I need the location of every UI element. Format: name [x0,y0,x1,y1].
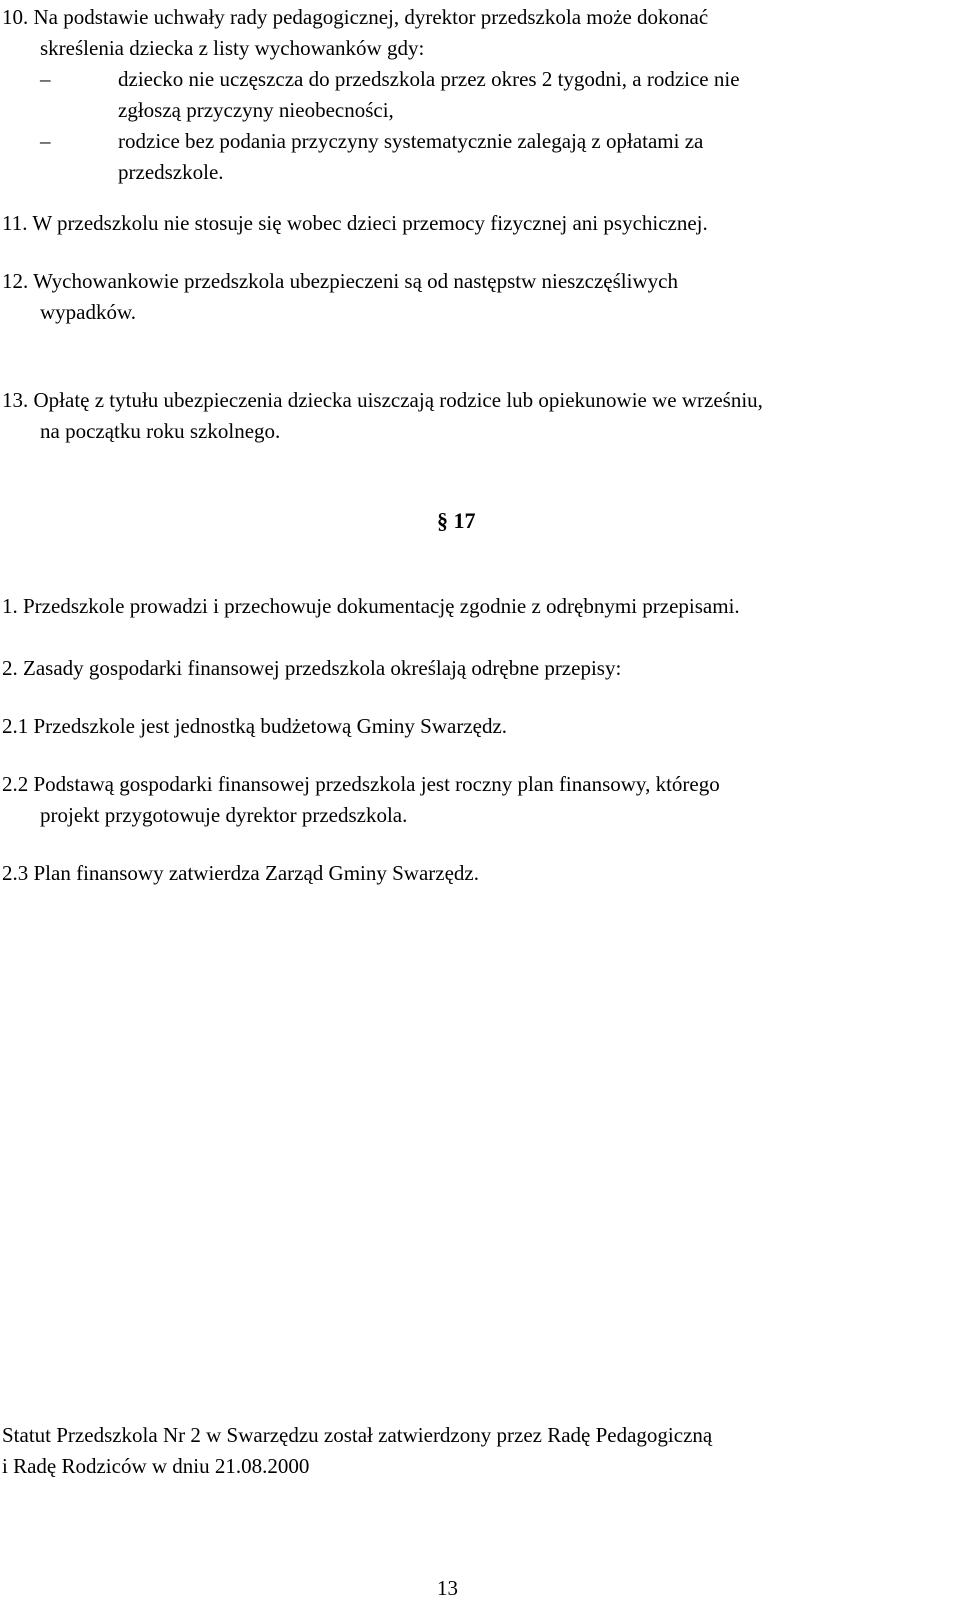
item-10-sub-2-line-2: przedszkole. [118,160,224,184]
list-dash: – [40,129,51,153]
item-10-line-1: 10. Na podstawie uchwały rady pedagogicznej, dyrektor przedszkola może dokonać [2,5,709,29]
section-17-item-2-2-line-2: projekt przygotowuje dyrektor przedszkola. [40,803,408,827]
section-17-item-2: 2. Zasady gospodarki finansowej przedszkola określają odrębne przepisy: [2,656,622,680]
item-10-sub-1-line-1: dziecko nie uczęszcza do przedszkola przez okres 2 tygodni, a rodzice nie [118,67,740,91]
page-number: 13 [437,1576,458,1600]
item-11: 11. W przedszkolu nie stosuje się wobec dzieci przemocy fizycznej ani psychicznej. [2,211,708,235]
section-17-item-2-3: 2.3 Plan finansowy zatwierdza Zarząd Gminy Swarzędz. [2,861,479,885]
list-dash: – [40,67,51,91]
item-10-line-2: skreślenia dziecka z listy wychowanków gdy: [40,36,425,60]
item-12-line-2: wypadków. [40,300,137,324]
section-heading: § 17 [437,508,476,533]
item-13-line-2: na początku roku szkolnego. [40,419,281,443]
item-10-sub-2-line-1: rodzice bez podania przyczyny systematycznie zalegają z opłatami za [118,129,704,153]
section-17-item-2-2-line-1: 2.2 Podstawą gospodarki finansowej przedszkola jest roczny plan finansowy, którego [2,772,720,796]
item-12-line-1: 12. Wychowankowie przedszkola ubezpieczeni są od następstw nieszczęśliwych [2,269,678,293]
statute-approval-line-2: i Radę Rodziców w dniu 21.08.2000 [2,1454,310,1478]
statute-approval-line-1: Statut Przedszkola Nr 2 w Swarzędzu został zatwierdzony przez Radę Pedagogiczną [2,1423,713,1447]
item-10-sub-1-line-2: zgłoszą przyczyny nieobecności, [118,98,394,122]
section-17-item-1: 1. Przedszkole prowadzi i przechowuje dokumentację zgodnie z odrębnymi przepisami. [2,594,740,618]
section-17-item-2-1: 2.1 Przedszkole jest jednostką budżetową Gminy Swarzędz. [2,714,508,738]
item-13-line-1: 13. Opłatę z tytułu ubezpieczenia dziecka uiszczają rodzice lub opiekunowie we wrześniu, [2,388,763,412]
